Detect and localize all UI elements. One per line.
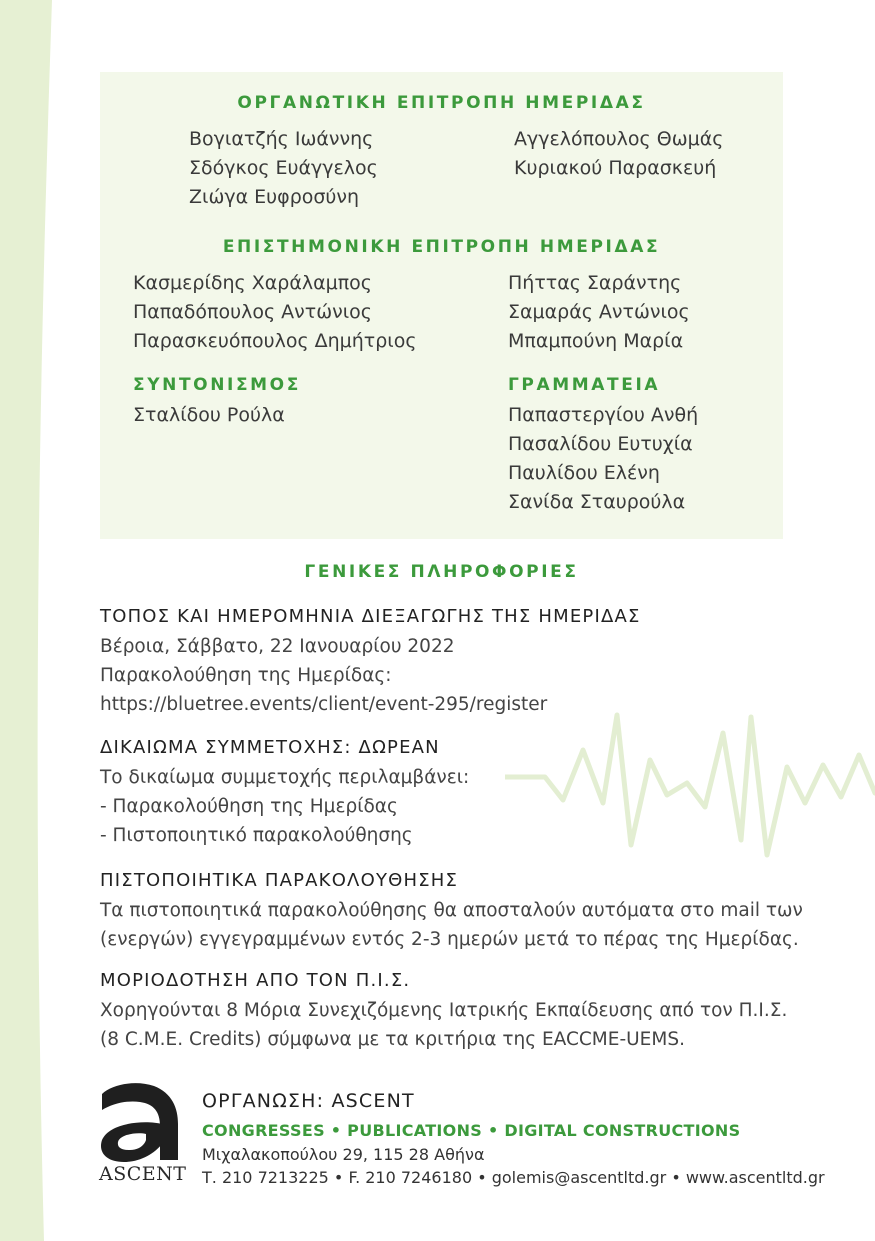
credits-section — [100, 966, 820, 1054]
committee-member: Παπαστεργίου Ανθή — [508, 404, 699, 426]
committee-member: Παυλίδου Ελένη — [508, 462, 660, 484]
certificates-line: Τα πιστοποιητικά παρακολούθησης θα αποσταλούν αυτόματα στο mail των — [100, 900, 803, 921]
committee-member: Πήττας Σαράντης — [508, 272, 682, 294]
general-info-heading: ΓΕΝΙΚΕΣ ΠΛΗΡΟΦΟΡΙΕΣ — [304, 562, 579, 582]
committee-member: Αγγελόπουλος Θωμάς — [514, 128, 724, 150]
participation-line: - Πιστοποιητικό παρακολούθησης — [100, 825, 413, 846]
participation-title: ΔΙΚΑΙΩΜΑ ΣΥΜΜΕΤΟΧΗΣ: ΔΩΡΕΑΝ — [100, 737, 440, 758]
scientific-committee-col2 — [508, 269, 690, 356]
organizing-committee-heading: ΟΡΓΑΝΩΤΙΚΗ ΕΠΙΤΡΟΠΗ ΗΜΕΡΙΔΑΣ — [237, 93, 646, 113]
certificates-line: (ενεργών) εγγεγραμμένων εντός 2-3 ημερών μετά το πέρας της Ημερίδας. — [100, 929, 799, 950]
organizing-committee-col1 — [189, 125, 378, 212]
committee-member: Πασαλίδου Ευτυχία — [508, 433, 693, 455]
organizing-committee-col2 — [514, 125, 723, 183]
committee-member: Μπαμπούνη Μαρία — [508, 330, 684, 352]
committee-member: Σανίδα Σταυρούλα — [508, 491, 686, 513]
committee-member: Σταλίδου Ρούλα — [133, 404, 285, 426]
certificates-section — [100, 866, 820, 954]
committee-member: Κυριακού Παρασκευή — [514, 157, 717, 179]
secretariat-names — [508, 401, 698, 517]
committees-panel — [100, 72, 783, 539]
participation-section — [100, 733, 820, 850]
credits-line: (8 C.M.E. Credits) σύμφωνα με τα κριτήρια της EACCME-UEMS. — [100, 1029, 685, 1050]
participation-line: Το δικαίωμα συμμετοχής περιλαμβάνει: — [100, 767, 470, 788]
venue-section — [100, 602, 820, 719]
scientific-committee-col1 — [133, 269, 417, 356]
left-decorative-band — [0, 0, 60, 1241]
committee-member: Βογιατζής Ιωάννης — [189, 128, 374, 150]
organizer-title: ΟΡΓΑΝΩΣΗ: ASCENT — [202, 1090, 415, 1112]
venue-date: Βέροια, Σάββατο, 22 Ιανουαρίου 2022 — [100, 636, 455, 657]
committee-member: Ζιώγα Ευφροσύνη — [189, 186, 360, 208]
credits-line: Χορηγούνται 8 Μόρια Συνεχιζόμενης Ιατρικής Εκπαίδευσης από τον Π.Ι.Σ. — [100, 1000, 788, 1021]
organizer-tagline: CONGRESSES • PUBLICATIONS • DIGITAL CONSTRUCTIONS — [202, 1121, 741, 1140]
credits-title: ΜΟΡΙΟΔΟΤΗΣΗ ΑΠΟ ΤΟΝ Π.Ι.Σ. — [100, 970, 411, 991]
venue-attend-label: Παρακολούθηση της Ημερίδας: — [100, 665, 392, 686]
logo-wordmark: ASCENT — [99, 1163, 187, 1185]
secretariat-heading: ΓΡΑΜΜΑΤΕΙΑ — [508, 375, 661, 395]
committee-member: Σδόγκος Ευάγγελος — [189, 157, 378, 179]
registration-link[interactable]: https://bluetree.events/client/event-295/register — [100, 694, 548, 715]
committee-member: Κασμερίδης Χαράλαμπος — [133, 272, 372, 294]
organizer-address: Μιχαλακοπούλου 29, 115 28 Αθήνα — [202, 1145, 485, 1164]
organizer-contact[interactable]: Τ. 210 7213225 • F. 210 7246180 • golemis@ascentltd.gr • www.ascentltd.gr — [202, 1168, 825, 1187]
committee-member: Παρασκευόπουλος Δημήτριος — [133, 330, 417, 352]
participation-line: - Παρακολούθηση της Ημερίδας — [100, 796, 398, 817]
venue-title: ΤΟΠΟΣ ΚΑΙ ΗΜΕΡΟΜΗΝΙΑ ΔΙΕΞΑΓΩΓΗΣ ΤΗΣ ΗΜΕΡΙΔΑΣ — [100, 606, 641, 627]
certificates-title: ΠΙΣΤΟΠΟΙΗΤΙΚΑ ΠΑΡΑΚΟΛΟΥΘΗΣΗΣ — [100, 870, 459, 891]
committee-member: Σαμαράς Αντώνιος — [508, 301, 690, 323]
scientific-committee-heading: ΕΠΙΣΤΗΜΟΝΙΚΗ ΕΠΙΤΡΟΠΗ ΗΜΕΡΙΔΑΣ — [222, 237, 661, 257]
coordination-heading: ΣΥΝΤΟΝΙΣΜΟΣ — [133, 375, 301, 395]
coordination-names — [133, 401, 285, 430]
committee-member: Παπαδόπουλος Αντώνιος — [133, 301, 372, 323]
